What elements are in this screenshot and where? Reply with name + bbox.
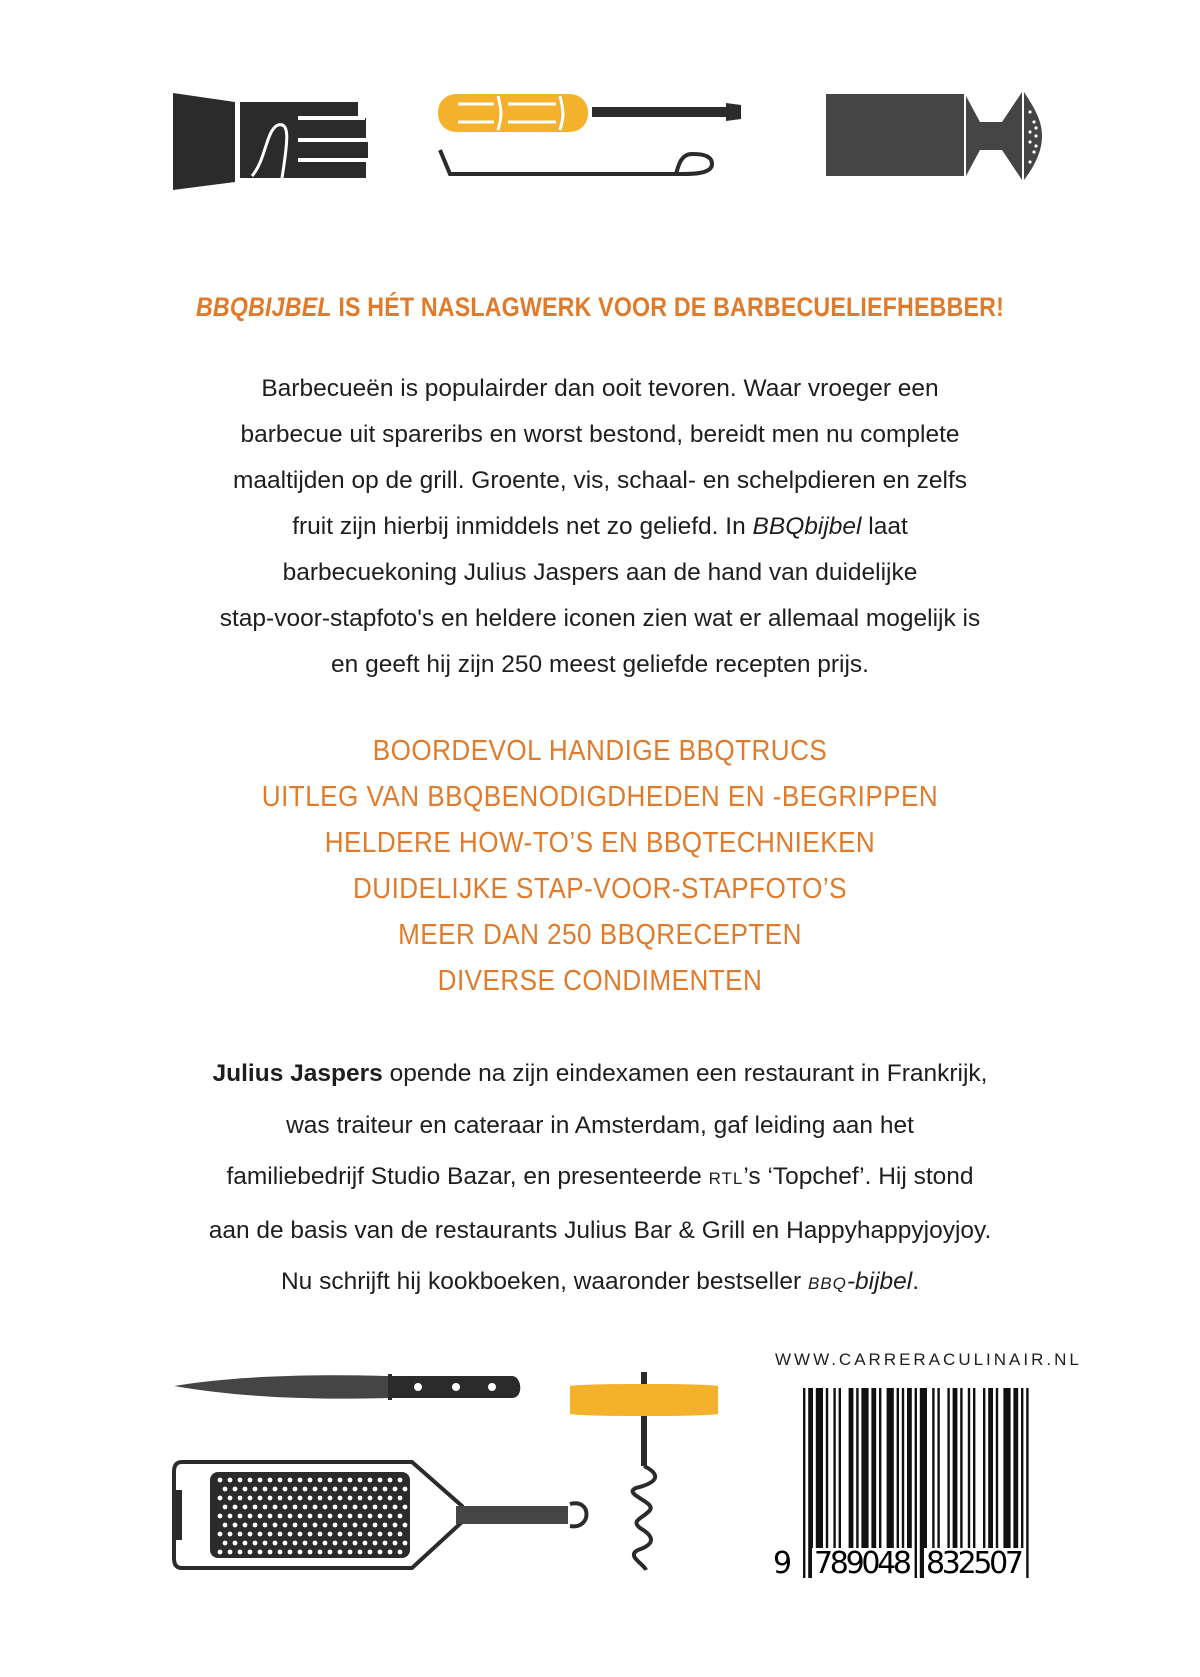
intro-line: barbecuekoning Julius Jaspers aan de hand van duidelijke: [282, 559, 918, 586]
grater-hole: [393, 1541, 398, 1546]
barcode-bar: [871, 1388, 876, 1548]
barcode-bar: [887, 1388, 894, 1548]
isbn-group-2: 832507: [926, 1546, 1024, 1581]
grater-hole: [268, 1478, 273, 1483]
barcode-bar: [833, 1388, 835, 1548]
barcode-bar: [937, 1388, 939, 1548]
intro-line: Barbecueën is populairder dan ooit tevoren. Waar vroeger een: [261, 375, 939, 402]
intro-line: [0, 504, 1200, 550]
isbn-group-1: 789048: [814, 1546, 912, 1581]
grater-hole: [373, 1487, 378, 1492]
barcode-bar: [849, 1388, 854, 1548]
grater-hole: [323, 1523, 328, 1528]
grater-hole: [278, 1478, 283, 1483]
grater-hole: [253, 1505, 258, 1510]
grater-hole: [358, 1550, 363, 1555]
grater-hole: [283, 1523, 288, 1528]
barcode-bar: [988, 1388, 993, 1548]
isbn-first-digit: 9: [773, 1546, 793, 1581]
grater-hole: [273, 1505, 278, 1510]
grater-hole: [358, 1478, 363, 1483]
grater-hole: [258, 1478, 263, 1483]
grater-hole: [288, 1496, 293, 1501]
grater-hole: [298, 1514, 303, 1519]
grater-hole: [318, 1532, 323, 1537]
grater-hole: [403, 1523, 408, 1528]
grater-hole: [308, 1496, 313, 1501]
grater-hole: [398, 1496, 403, 1501]
grater-hole: [293, 1505, 298, 1510]
grater-hole: [358, 1514, 363, 1519]
barcode-bar: [826, 1388, 828, 1548]
grater-hole: [328, 1550, 333, 1555]
grater-hole: [298, 1496, 303, 1501]
intro-line: maaltijden op de grill. Groente, vis, schaal- en schelpdieren en zelfs: [232, 467, 968, 494]
grater-hole: [233, 1523, 238, 1528]
grater-hole: [343, 1541, 348, 1546]
grater-hole: [248, 1514, 253, 1519]
headline-book-title: BBQBIJBEL: [195, 292, 332, 322]
barcode-bar: [902, 1388, 904, 1548]
grater-hole: [298, 1478, 303, 1483]
grater-hole: [363, 1505, 368, 1510]
bio-book-title: -bijbel: [846, 1268, 913, 1295]
grater-hole: [378, 1532, 383, 1537]
grater-hole: [393, 1505, 398, 1510]
grater-hole: [308, 1550, 313, 1555]
grater-hole: [218, 1496, 223, 1501]
grater-hole: [378, 1496, 383, 1501]
bio-smallcaps: RTL: [708, 1169, 744, 1188]
feature-item: BOORDEVOL HANDIGE BBQTRUCS: [372, 735, 828, 767]
grater-hole: [338, 1514, 343, 1519]
screwdriver-icon: [436, 92, 766, 184]
barcode-bar: [1013, 1388, 1018, 1548]
grater-hole: [368, 1478, 373, 1483]
author-name: Julius Jaspers: [212, 1060, 383, 1087]
grater-hole: [318, 1514, 323, 1519]
grater-hole: [358, 1532, 363, 1537]
barcode-bar: [953, 1388, 958, 1548]
grater-hole: [323, 1487, 328, 1492]
grater-hole: [258, 1496, 263, 1501]
grater-hole: [383, 1541, 388, 1546]
grater-hole: [333, 1541, 338, 1546]
grater-hole: [243, 1523, 248, 1528]
grater-hole: [248, 1478, 253, 1483]
grater-hole: [318, 1550, 323, 1555]
grater-hole: [238, 1496, 243, 1501]
grater-hole: [218, 1478, 223, 1483]
grater-hole: [328, 1514, 333, 1519]
grater-hole: [303, 1505, 308, 1510]
grater-hole: [333, 1523, 338, 1528]
grater-hole: [368, 1550, 373, 1555]
grater-hole: [363, 1487, 368, 1492]
bbq-glove-icon: [170, 90, 380, 192]
grater-hole: [253, 1487, 258, 1492]
corkscrew-icon: [564, 1370, 724, 1574]
grater-hole: [268, 1550, 273, 1555]
feature-item: DUIDELIJKE STAP-VOOR-STAPFOTO’S: [353, 873, 847, 905]
bio-text: opende na zijn eindexamen een restaurant in Frankrijk,: [382, 1060, 988, 1087]
grater-hole: [293, 1523, 298, 1528]
barcode-bar: [907, 1388, 912, 1548]
grater-hole: [338, 1532, 343, 1537]
grater-hole: [288, 1478, 293, 1483]
grater-hole: [343, 1505, 348, 1510]
grater-hole: [263, 1523, 268, 1528]
grater-hole: [283, 1541, 288, 1546]
feature-item: MEER DAN 250 BBQRECEPTEN: [398, 919, 802, 951]
grater-hole: [278, 1532, 283, 1537]
salt-shaker-icon: [826, 92, 1046, 184]
grater-hole: [223, 1505, 228, 1510]
grater-hole: [378, 1550, 383, 1555]
grater-hole: [348, 1514, 353, 1519]
grater-hole: [223, 1541, 228, 1546]
grater-hole: [283, 1505, 288, 1510]
barcode-bar: [839, 1388, 841, 1548]
author-bio: [0, 1048, 1200, 1310]
bio-text: Nu schrijft hij kookboeken, waaronder bestseller: [280, 1268, 808, 1295]
grater-hole: [333, 1505, 338, 1510]
grater-hole: [288, 1550, 293, 1555]
grater-hole: [273, 1541, 278, 1546]
grater-hole: [233, 1541, 238, 1546]
intro-text: fruit zijn hierbij inmiddels net zo geliefd. In: [292, 513, 753, 540]
barcode-bar: [861, 1388, 868, 1548]
grater-hole: [393, 1523, 398, 1528]
bio-line: was traiteur en cateraar in Amsterdam, gaf leiding aan het: [286, 1111, 914, 1139]
intro-book-title: BBQbijbel: [752, 513, 862, 540]
grater-hole: [288, 1514, 293, 1519]
barcode-bar: [996, 1388, 998, 1548]
grater-hole: [348, 1478, 353, 1483]
barcode-bar: [915, 1388, 917, 1578]
feature-item: DIVERSE CONDIMENTEN: [437, 965, 763, 997]
barcode-bar: [879, 1388, 881, 1548]
grater-hole: [323, 1541, 328, 1546]
grater-hole: [403, 1487, 408, 1492]
grater-hole: [233, 1505, 238, 1510]
grater-hole: [283, 1487, 288, 1492]
grater-hole: [308, 1514, 313, 1519]
grater-hole: [248, 1550, 253, 1555]
grater-hole: [348, 1532, 353, 1537]
grater-hole: [383, 1523, 388, 1528]
barcode-bar: [856, 1388, 858, 1548]
grater-hole: [303, 1487, 308, 1492]
grater-hole: [388, 1514, 393, 1519]
grater-hole: [398, 1514, 403, 1519]
headline: [84, 292, 1116, 323]
feature-item: UITLEG VAN BBQBENODIGDHEDEN EN -BEGRIPPEN: [261, 781, 939, 813]
grater-hole: [363, 1523, 368, 1528]
grater-hole: [273, 1487, 278, 1492]
grater-hole: [323, 1505, 328, 1510]
grater-hole: [403, 1541, 408, 1546]
barcode-bar: [1003, 1388, 1010, 1548]
grater-hole: [373, 1541, 378, 1546]
grater-hole: [228, 1550, 233, 1555]
grater-hole: [348, 1496, 353, 1501]
grater-hole: [328, 1496, 333, 1501]
grater-hole: [238, 1478, 243, 1483]
grater-hole: [303, 1523, 308, 1528]
grater-hole: [318, 1496, 323, 1501]
grater-hole: [313, 1523, 318, 1528]
grater-hole: [228, 1532, 233, 1537]
grater-icon: [172, 1458, 597, 1574]
grater-hole: [228, 1478, 233, 1483]
grater-hole: [238, 1514, 243, 1519]
grater-hole: [343, 1523, 348, 1528]
barcode-bar: [897, 1388, 899, 1548]
grater-hole: [228, 1514, 233, 1519]
grater-hole: [278, 1496, 283, 1501]
grater-hole: [338, 1496, 343, 1501]
grater-hole: [248, 1532, 253, 1537]
grater-hole: [353, 1523, 358, 1528]
feature-item: HELDERE HOW-TO’S EN BBQTECHNIEKEN: [324, 827, 876, 859]
bio-text: ’s ‘Topchef’. Hij stond: [743, 1163, 974, 1190]
grater-hole: [238, 1532, 243, 1537]
barcode-bar: [1026, 1388, 1028, 1578]
intro-text: laat: [861, 513, 908, 540]
grater-hole: [328, 1532, 333, 1537]
grater-hole: [368, 1514, 373, 1519]
grater-hole: [223, 1487, 228, 1492]
grater-hole: [398, 1478, 403, 1483]
barcode-bar: [932, 1388, 934, 1548]
barcode-bar: [816, 1388, 823, 1548]
grater-hole: [223, 1523, 228, 1528]
feature-list: [60, 728, 1140, 1004]
grater-hole: [363, 1541, 368, 1546]
grater-hole: [333, 1487, 338, 1492]
grater-hole: [353, 1487, 358, 1492]
grater-hole: [308, 1532, 313, 1537]
grater-hole: [238, 1550, 243, 1555]
grater-hole: [278, 1550, 283, 1555]
grater-hole: [368, 1532, 373, 1537]
grater-hole: [233, 1487, 238, 1492]
grater-hole: [378, 1514, 383, 1519]
grater-hole: [273, 1523, 278, 1528]
grater-hole: [313, 1505, 318, 1510]
bio-smallcaps: BBQ: [807, 1274, 847, 1293]
grater-hole: [378, 1478, 383, 1483]
grater-hole: [313, 1487, 318, 1492]
intro-line: barbecue uit spareribs en worst bestond, bereidt men nu complete: [240, 421, 960, 448]
bio-text: familiebedrijf Studio Bazar, en presenteerde: [226, 1163, 709, 1190]
barcode: [773, 1388, 1045, 1581]
grater-hole: [243, 1487, 248, 1492]
headline-text: IS HÉT NASLAGWERK VOOR DE BARBECUELIEFHEBBER!: [338, 292, 1005, 322]
barcode-bar: [960, 1388, 962, 1548]
grater-hole: [313, 1541, 318, 1546]
bio-line: aan de basis van de restaurants Julius Bar & Grill en Happyhappyjoyjoy.: [208, 1216, 992, 1244]
grater-hole: [328, 1478, 333, 1483]
website-url[interactable]: WWW.CARRERACULINAIR.NL: [775, 1350, 1082, 1369]
grater-hole: [268, 1532, 273, 1537]
grater-hole: [293, 1541, 298, 1546]
barcode-bar: [973, 1388, 975, 1548]
grater-hole: [353, 1541, 358, 1546]
grater-hole: [218, 1514, 223, 1519]
grater-hole: [398, 1550, 403, 1555]
grater-hole: [288, 1532, 293, 1537]
grater-hole: [373, 1505, 378, 1510]
grater-hole: [293, 1487, 298, 1492]
grater-hole: [263, 1505, 268, 1510]
grater-hole: [218, 1532, 223, 1537]
grater-hole: [308, 1478, 313, 1483]
barcode-bar: [803, 1388, 805, 1578]
grater-hole: [258, 1550, 263, 1555]
bio-line: [0, 1256, 1200, 1310]
barcode-bar: [983, 1388, 985, 1548]
grater-hole: [383, 1487, 388, 1492]
bio-text: .: [912, 1268, 920, 1295]
grater-hole: [338, 1550, 343, 1555]
grater-hole: [358, 1496, 363, 1501]
grater-hole: [263, 1541, 268, 1546]
barcode-bar: [968, 1388, 970, 1548]
grater-hole: [298, 1550, 303, 1555]
grater-hole: [353, 1505, 358, 1510]
grater-hole: [318, 1478, 323, 1483]
grater-hole: [383, 1505, 388, 1510]
grater-hole: [388, 1532, 393, 1537]
grater-hole: [248, 1496, 253, 1501]
intro-line: en geeft hij zijn 250 meest geliefde recepten prijs.: [331, 651, 869, 678]
grater-hole: [368, 1496, 373, 1501]
grater-hole: [268, 1514, 273, 1519]
grater-hole: [253, 1541, 258, 1546]
grater-hole: [373, 1523, 378, 1528]
grater-hole: [338, 1478, 343, 1483]
grater-hole: [343, 1487, 348, 1492]
grater-hole: [303, 1541, 308, 1546]
grater-hole: [388, 1496, 393, 1501]
grater-hole: [348, 1550, 353, 1555]
grater-hole: [228, 1496, 233, 1501]
barcode-bar: [947, 1388, 949, 1548]
grater-hole: [398, 1532, 403, 1537]
grater-hole: [298, 1532, 303, 1537]
grater-hole: [393, 1487, 398, 1492]
bio-line: [0, 1151, 1200, 1205]
knife-icon: [172, 1368, 532, 1410]
bio-line: [0, 1048, 1200, 1100]
grater-hole: [258, 1514, 263, 1519]
grill-hook-icon: [440, 150, 712, 174]
grater-hole: [253, 1523, 258, 1528]
grater-hole: [268, 1496, 273, 1501]
grater-hole: [403, 1505, 408, 1510]
grater-hole: [218, 1550, 223, 1555]
grater-hole: [263, 1487, 268, 1492]
grater-hole: [388, 1478, 393, 1483]
grater-hole: [278, 1514, 283, 1519]
grater-hole: [258, 1532, 263, 1537]
grater-hole: [243, 1505, 248, 1510]
grater-hole: [388, 1550, 393, 1555]
intro-line: stap-voor-stapfoto's en heldere iconen zien wat er allemaal mogelijk is: [219, 605, 981, 632]
grater-hole: [243, 1541, 248, 1546]
intro-paragraph: [0, 366, 1200, 688]
